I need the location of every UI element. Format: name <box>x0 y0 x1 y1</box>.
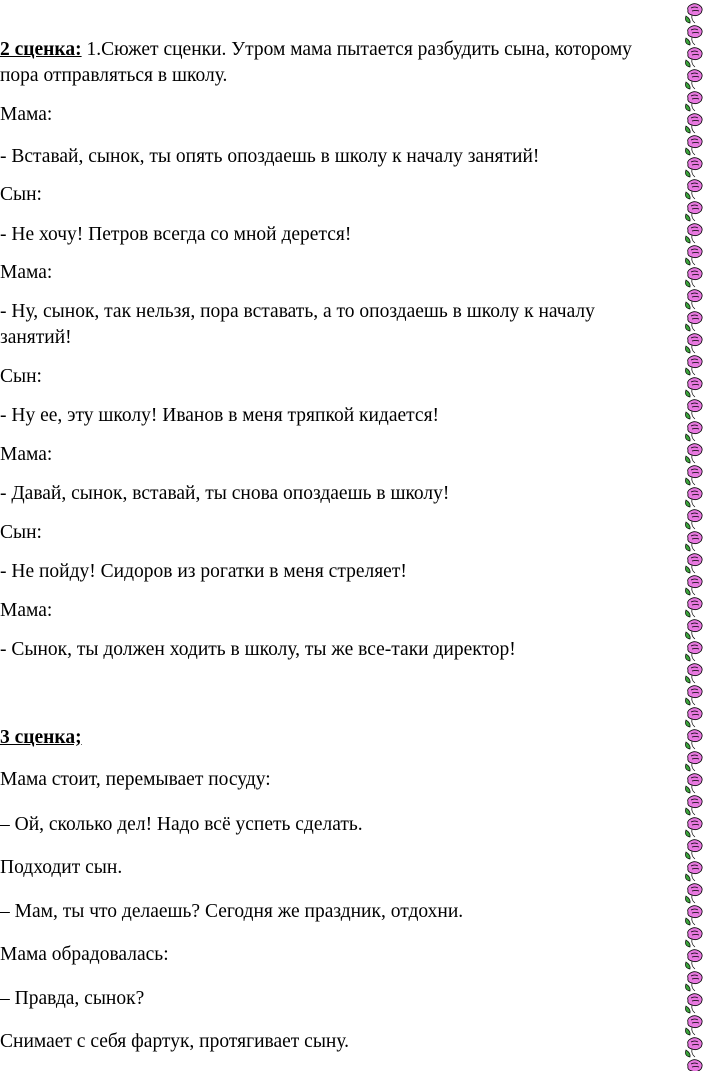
pink-rose-icon <box>686 136 703 155</box>
scene3-line: Мама обрадовалась: <box>0 944 169 965</box>
pink-rose-icon <box>686 1038 703 1057</box>
scene2-line: занятий! <box>0 327 72 348</box>
pink-rose-icon <box>686 246 703 265</box>
scene2-line: - Ну ее, эту школу! Иванов в меня тряпкой кидается! <box>0 405 440 426</box>
pink-rose-icon <box>686 972 703 991</box>
pink-rose-icon <box>686 884 703 903</box>
scene3-line: Мама стоит, перемывает посуду: <box>0 769 271 790</box>
pink-rose-icon <box>686 730 703 749</box>
pink-rose-icon <box>686 444 703 463</box>
pink-rose-icon <box>686 114 703 133</box>
pink-rose-icon <box>686 774 703 793</box>
pink-rose-icon <box>686 378 703 397</box>
pink-rose-icon <box>686 356 703 375</box>
pink-rose-icon <box>686 620 703 639</box>
pink-rose-icon <box>686 158 703 177</box>
scene2-line: Мама: <box>0 262 53 283</box>
pink-rose-icon <box>686 642 703 661</box>
scene2-intro-continued: пора отправляться в школу. <box>0 65 228 86</box>
pink-rose-icon <box>686 202 703 221</box>
pink-rose-icon <box>686 268 703 287</box>
scene3-line: Подходит сын. <box>0 857 123 878</box>
scene2-intro: 1.Сюжет сценки. Утром мама пытается разбудить сына, которому <box>81 39 632 60</box>
pink-rose-icon <box>686 994 703 1013</box>
pink-rose-icon <box>686 422 703 441</box>
pink-rose-icon <box>686 664 703 683</box>
scene2-line: - Вставай, сынок, ты опять опоздаешь в школу к началу занятий! <box>0 146 540 167</box>
pink-rose-icon <box>686 488 703 507</box>
pink-rose-icon <box>686 950 703 969</box>
pink-rose-icon <box>686 26 703 45</box>
pink-rose-icon <box>686 1060 703 1071</box>
pink-rose-icon <box>686 862 703 881</box>
pink-rose-icon <box>686 708 703 727</box>
pink-rose-icon <box>686 312 703 331</box>
pink-rose-icon <box>686 1016 703 1035</box>
pink-rose-icon <box>686 906 703 925</box>
scene2-line: Мама: <box>0 444 53 465</box>
scene2-line: Мама: <box>0 600 53 621</box>
pink-rose-icon <box>686 554 703 573</box>
pink-rose-icon <box>686 4 703 23</box>
scene3-line: – Правда, сынок? <box>0 988 145 1009</box>
scene3-line: – Мам, ты что делаешь? Сегодня же праздник, отдохни. <box>0 901 464 922</box>
pink-rose-icon <box>686 576 703 595</box>
pink-rose-icon <box>686 928 703 947</box>
scene3-line: – Ой, сколько дел! Надо всё успеть сделать. <box>0 814 363 835</box>
pink-rose-icon <box>686 48 703 67</box>
scene2-title-line <box>0 38 632 62</box>
pink-rose-icon <box>686 818 703 837</box>
scene2-line: - Не пойду! Сидоров из рогатки в меня стреляет! <box>0 561 407 582</box>
pink-rose-icon <box>686 598 703 617</box>
pink-rose-icon <box>686 180 703 199</box>
scene2-heading: 2 сценка: <box>0 39 82 60</box>
pink-rose-icon <box>686 752 703 771</box>
scene3-line: Снимает с себя фартук, протягивает сыну. <box>0 1031 350 1052</box>
scene2-line: Сын: <box>0 366 42 387</box>
scene2-line: Сын: <box>0 184 42 205</box>
pink-rose-icon <box>686 686 703 705</box>
pink-rose-icon <box>686 334 703 353</box>
pink-rose-icon <box>686 796 703 815</box>
scene2-line: - Сынок, ты должен ходить в школу, ты же все-таки директор! <box>0 639 516 660</box>
pink-rose-icon <box>686 510 703 529</box>
pink-rose-icon <box>686 290 703 309</box>
pink-rose-icon <box>686 400 703 419</box>
rose-border <box>683 0 704 1071</box>
pink-rose-icon <box>686 70 703 89</box>
scene2-line: Мама: <box>0 104 53 125</box>
pink-rose-icon <box>686 532 703 551</box>
pink-rose-icon <box>686 466 703 485</box>
pink-rose-icon <box>686 92 703 111</box>
scene2-line: - Не хочу! Петров всегда со мной дерется! <box>0 224 352 245</box>
scene2-line: - Ну, сынок, так нельзя, пора вставать, а то опоздаешь в школу к началу <box>0 301 595 322</box>
scene2-line: Сын: <box>0 522 42 543</box>
pink-rose-icon <box>686 840 703 859</box>
scene3-heading: 3 сценка; <box>0 727 82 748</box>
pink-rose-icon <box>686 224 703 243</box>
scene2-line: - Давай, сынок, вставай, ты снова опоздаешь в школу! <box>0 483 450 504</box>
